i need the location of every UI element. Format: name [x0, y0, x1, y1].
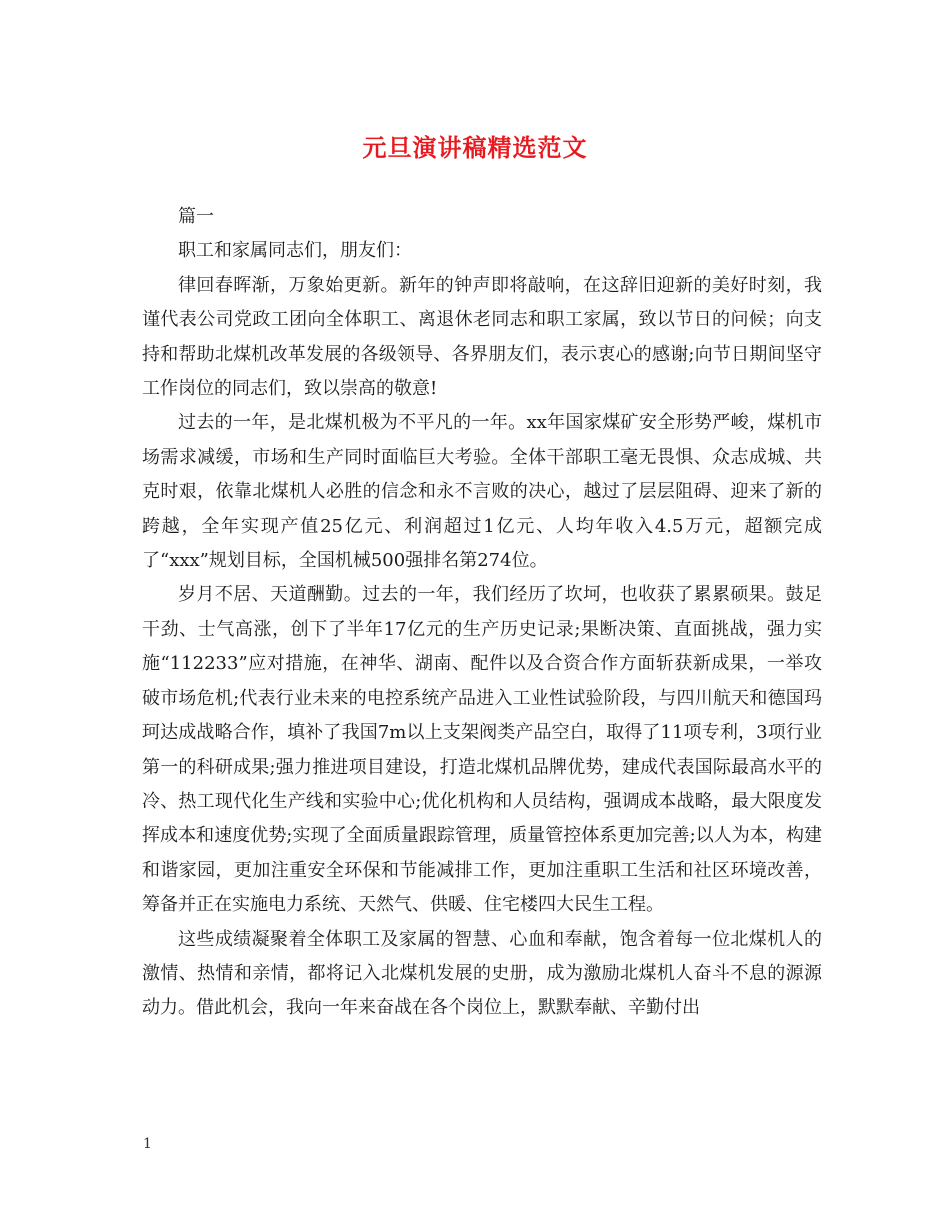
- section-heading: 篇一: [178, 206, 214, 227]
- salutation: 职工和家属同志们，朋友们：: [178, 240, 412, 262]
- paragraph: 这些成绩凝聚着全体职工及家属的智慧、心血和奉献，饱含着每一位北煤机人的激情、热情和亲情，都将记入北煤机发展的史册，成为激励北煤机人奋斗不息的源源动力。借此机会，我向一年来奋战在各个岗位上，默默奉献、辛勤付出: [142, 928, 822, 1019]
- paragraph: 过去的一年，是北煤机极为不平凡的一年。xx年国家煤矿安全形势严峻，煤机市场需求减缓，市场和生产同时面临巨大考验。全体干部职工毫无畏惧、众志成城、共克时艰，依靠北煤机人必胜的信念和永不言败的决心，越过了层层阻碍、迎来了新的跨越，全年实现产值25亿元、利润超过1亿元、人均年收入4.5万元，超额完成了“xxx”规划目标，全国机械500强排名第274位。: [142, 412, 822, 572]
- document-body: [142, 200, 822, 1026]
- document-title: 元旦演讲稿精选范文: [362, 133, 588, 162]
- paragraph: 岁月不居、天道酬勤。过去的一年，我们经历了坎坷，也收获了累累硕果。鼓足干劲、士气高涨，创下了半年17亿元的生产历史记录;果断决策、直面挑战，强力实施“112233”应对措施，在神华、湖南、配件以及合资合作方面斩获新成果，一举攻破市场危机;代表行业未来的电控系统产品进入工业性试验阶段，与四川航天和德国玛珂达成战略合作，填补了我国7m以上支架阀类产品空白，取得了11项专利，3项行业第一的科研成果;强力推进项目建设，打造北煤机品牌优势，建成代表国际最高水平的冷、热工现代化生产线和实验中心;优化机构和人员结构，强调成本战略，最大限度发挥成本和速度优势;实现了全面质量跟踪管理，质量管控体系更加完善;以人为本，构建和谐家园，更加注重安全环保和节能减排工作，更加注重职工生活和社区环境改善，筹备并正在实施电力系统、天然气、供暖、住宅楼四大民生工程。: [142, 584, 822, 916]
- page-number: 1: [143, 1136, 152, 1152]
- paragraph: 律回春晖渐，万象始更新。新年的钟声即将敲响，在这辞旧迎新的美好时刻，我谨代表公司党政工团向全体职工、离退休老同志和职工家属，致以节日的问候；向支持和帮助北煤机改革发展的各级领导、各界朋友们，表示衷心的感谢;向节日期间坚守工作岗位的同志们，致以崇高的敬意!: [142, 274, 822, 400]
